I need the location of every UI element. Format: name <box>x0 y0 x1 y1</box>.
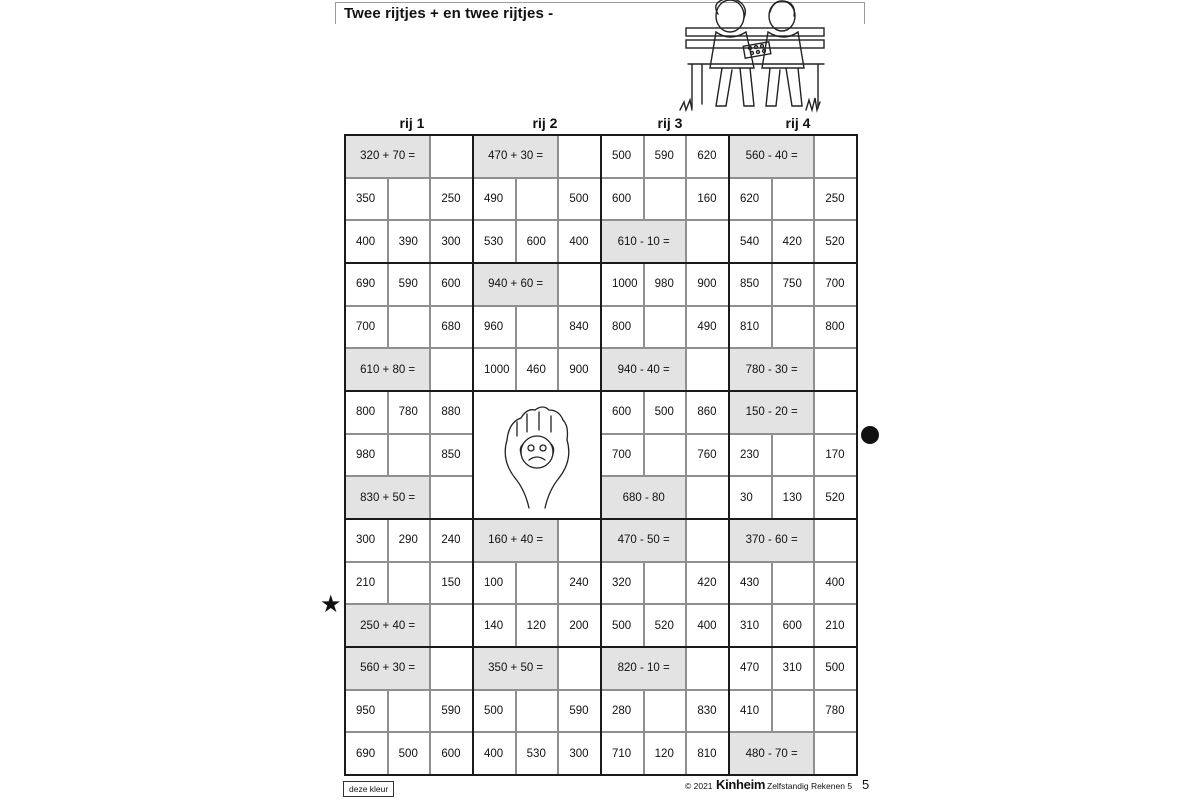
number-cell: 620 <box>729 178 772 221</box>
number-cell: 600 <box>430 263 473 306</box>
number-cell: 400 <box>686 604 729 647</box>
row-label: rij 2 <box>532 115 558 131</box>
answer-cell[interactable] <box>814 391 857 434</box>
publisher-logo: Kinheim <box>716 777 766 792</box>
number-cell <box>516 690 559 733</box>
number-cell: 140 <box>473 604 516 647</box>
number-cell <box>772 562 815 605</box>
number-cell: 500 <box>601 604 644 647</box>
color-key-box: deze kleur <box>343 781 394 797</box>
hands-illustration-cell <box>473 391 601 519</box>
number-cell: 800 <box>345 391 388 434</box>
number-cell <box>516 306 559 349</box>
answer-cell[interactable] <box>686 647 729 690</box>
number-cell: 590 <box>388 263 431 306</box>
number-cell: 810 <box>686 732 729 775</box>
sum-cell: 560 + 30 = <box>345 647 430 690</box>
number-cell: 250 <box>430 178 473 221</box>
answer-cell[interactable] <box>558 263 601 306</box>
sum-cell: 940 - 40 = <box>601 348 686 391</box>
number-cell: 500 <box>601 135 644 178</box>
number-cell <box>388 562 431 605</box>
answer-cell[interactable] <box>430 604 473 647</box>
answer-cell[interactable] <box>430 135 473 178</box>
sum-cell: 560 - 40 = <box>729 135 814 178</box>
number-cell: 400 <box>345 220 388 263</box>
sum-cell: 470 - 50 = <box>601 519 686 562</box>
number-cell: 290 <box>388 519 431 562</box>
number-cell <box>388 178 431 221</box>
number-cell: 120 <box>516 604 559 647</box>
answer-cell[interactable] <box>686 348 729 391</box>
number-cell: 800 <box>601 306 644 349</box>
number-cell: 980 <box>345 434 388 477</box>
number-cell: 500 <box>388 732 431 775</box>
number-cell: 600 <box>430 732 473 775</box>
sum-cell: 250 + 40 = <box>345 604 430 647</box>
number-cell: 530 <box>473 220 516 263</box>
number-cell: 300 <box>345 519 388 562</box>
number-cell: 500 <box>473 690 516 733</box>
number-cell <box>772 690 815 733</box>
number-cell: 460 <box>516 348 559 391</box>
number-cell: 530 <box>516 732 559 775</box>
number-cell: 500 <box>814 647 857 690</box>
number-cell <box>388 306 431 349</box>
number-cell: 800 <box>814 306 857 349</box>
number-cell: 860 <box>686 391 729 434</box>
number-cell: 840 <box>558 306 601 349</box>
number-cell: 120 <box>644 732 687 775</box>
sum-cell: 610 + 80 = <box>345 348 430 391</box>
number-cell: 780 <box>388 391 431 434</box>
circle-marker-icon <box>861 426 879 444</box>
number-cell: 30 <box>729 476 772 519</box>
number-cell: 700 <box>345 306 388 349</box>
number-cell <box>516 562 559 605</box>
number-cell: 150 <box>430 562 473 605</box>
number-cell: 700 <box>601 434 644 477</box>
number-cell: 620 <box>686 135 729 178</box>
sum-cell: 160 + 40 = <box>473 519 558 562</box>
number-cell <box>388 690 431 733</box>
sum-cell: 480 - 70 = <box>729 732 814 775</box>
answer-cell[interactable] <box>686 519 729 562</box>
number-cell: 170 <box>814 434 857 477</box>
sum-cell: 150 - 20 = <box>729 391 814 434</box>
number-cell: 900 <box>558 348 601 391</box>
answer-cell[interactable] <box>686 220 729 263</box>
number-cell: 280 <box>601 690 644 733</box>
number-cell: 710 <box>601 732 644 775</box>
row-label: rij 4 <box>785 115 811 131</box>
sum-cell: 370 - 60 = <box>729 519 814 562</box>
row-label: rij 1 <box>399 115 425 131</box>
answer-cell[interactable] <box>814 135 857 178</box>
number-cell: 900 <box>686 263 729 306</box>
exercise-grid <box>345 135 857 775</box>
number-cell: 200 <box>558 604 601 647</box>
number-cell: 410 <box>729 690 772 733</box>
number-cell: 490 <box>473 178 516 221</box>
number-cell: 250 <box>814 178 857 221</box>
number-cell: 210 <box>814 604 857 647</box>
number-cell: 390 <box>388 220 431 263</box>
answer-cell[interactable] <box>558 647 601 690</box>
hands-holding-face-icon <box>497 400 577 510</box>
number-cell: 1000 <box>601 263 644 306</box>
answer-cell[interactable] <box>558 135 601 178</box>
number-cell: 420 <box>686 562 729 605</box>
number-cell: 600 <box>601 178 644 221</box>
number-cell: 400 <box>558 220 601 263</box>
number-cell: 230 <box>729 434 772 477</box>
number-cell <box>772 434 815 477</box>
number-cell: 750 <box>772 263 815 306</box>
sum-cell: 680 - 80 <box>601 476 686 519</box>
number-cell: 430 <box>729 562 772 605</box>
number-cell: 950 <box>345 690 388 733</box>
answer-cell[interactable] <box>814 519 857 562</box>
number-cell: 600 <box>516 220 559 263</box>
number-cell: 520 <box>644 604 687 647</box>
number-cell: 980 <box>644 263 687 306</box>
sum-cell: 610 - 10 = <box>601 220 686 263</box>
couple-on-bench-illustration <box>678 0 828 118</box>
number-cell: 850 <box>729 263 772 306</box>
sum-cell: 350 + 50 = <box>473 647 558 690</box>
number-cell: 100 <box>473 562 516 605</box>
number-cell: 130 <box>772 476 815 519</box>
number-cell: 590 <box>558 690 601 733</box>
number-cell: 540 <box>729 220 772 263</box>
number-cell: 240 <box>558 562 601 605</box>
number-cell: 780 <box>814 690 857 733</box>
number-cell: 880 <box>430 391 473 434</box>
number-cell: 830 <box>686 690 729 733</box>
number-cell: 500 <box>558 178 601 221</box>
copyright-text: © 2021 <box>685 781 713 791</box>
answer-cell[interactable] <box>814 348 857 391</box>
number-cell: 470 <box>729 647 772 690</box>
number-cell: 520 <box>814 476 857 519</box>
number-cell: 680 <box>430 306 473 349</box>
number-cell: 590 <box>644 135 687 178</box>
number-cell: 350 <box>345 178 388 221</box>
number-cell: 400 <box>814 562 857 605</box>
number-cell: 320 <box>601 562 644 605</box>
number-cell: 690 <box>345 732 388 775</box>
answer-cell[interactable] <box>558 519 601 562</box>
number-cell: 760 <box>686 434 729 477</box>
answer-cell[interactable] <box>430 476 473 519</box>
book-title: Zelfstandig Rekenen 5 <box>767 781 853 791</box>
number-cell <box>388 434 431 477</box>
answer-cell[interactable] <box>814 732 857 775</box>
number-cell: 520 <box>814 220 857 263</box>
number-cell: 400 <box>473 732 516 775</box>
sum-cell: 320 + 70 = <box>345 135 430 178</box>
number-cell: 160 <box>686 178 729 221</box>
answer-cell[interactable] <box>686 476 729 519</box>
number-cell <box>644 306 687 349</box>
number-cell: 210 <box>345 562 388 605</box>
number-cell: 500 <box>644 391 687 434</box>
number-cell: 960 <box>473 306 516 349</box>
page-number: 5 <box>862 777 870 792</box>
number-cell: 1000 <box>473 348 516 391</box>
number-cell: 850 <box>430 434 473 477</box>
sum-cell: 470 + 30 = <box>473 135 558 178</box>
number-cell <box>516 178 559 221</box>
sum-cell: 940 + 60 = <box>473 263 558 306</box>
number-cell: 310 <box>729 604 772 647</box>
number-cell <box>772 306 815 349</box>
sum-cell: 830 + 50 = <box>345 476 430 519</box>
answer-cell[interactable] <box>430 348 473 391</box>
number-cell: 420 <box>772 220 815 263</box>
number-cell: 240 <box>430 519 473 562</box>
worksheet-title: Twee rijtjes + en twee rijtjes - <box>344 5 554 22</box>
header-rule-right <box>864 2 865 24</box>
number-cell: 700 <box>814 263 857 306</box>
star-marker-icon: ★ <box>320 591 342 618</box>
number-cell: 600 <box>772 604 815 647</box>
number-cell: 310 <box>772 647 815 690</box>
number-cell: 690 <box>345 263 388 306</box>
number-cell: 600 <box>601 391 644 434</box>
number-cell: 300 <box>430 220 473 263</box>
row-label: rij 3 <box>657 115 683 131</box>
number-cell <box>772 178 815 221</box>
answer-cell[interactable] <box>430 647 473 690</box>
number-cell: 810 <box>729 306 772 349</box>
number-cell: 490 <box>686 306 729 349</box>
number-cell <box>644 562 687 605</box>
number-cell <box>644 178 687 221</box>
number-cell: 300 <box>558 732 601 775</box>
header-rule-left <box>335 2 336 24</box>
number-cell: 590 <box>430 690 473 733</box>
sum-cell: 780 - 30 = <box>729 348 814 391</box>
number-cell <box>644 690 687 733</box>
sum-cell: 820 - 10 = <box>601 647 686 690</box>
number-cell <box>644 434 687 477</box>
